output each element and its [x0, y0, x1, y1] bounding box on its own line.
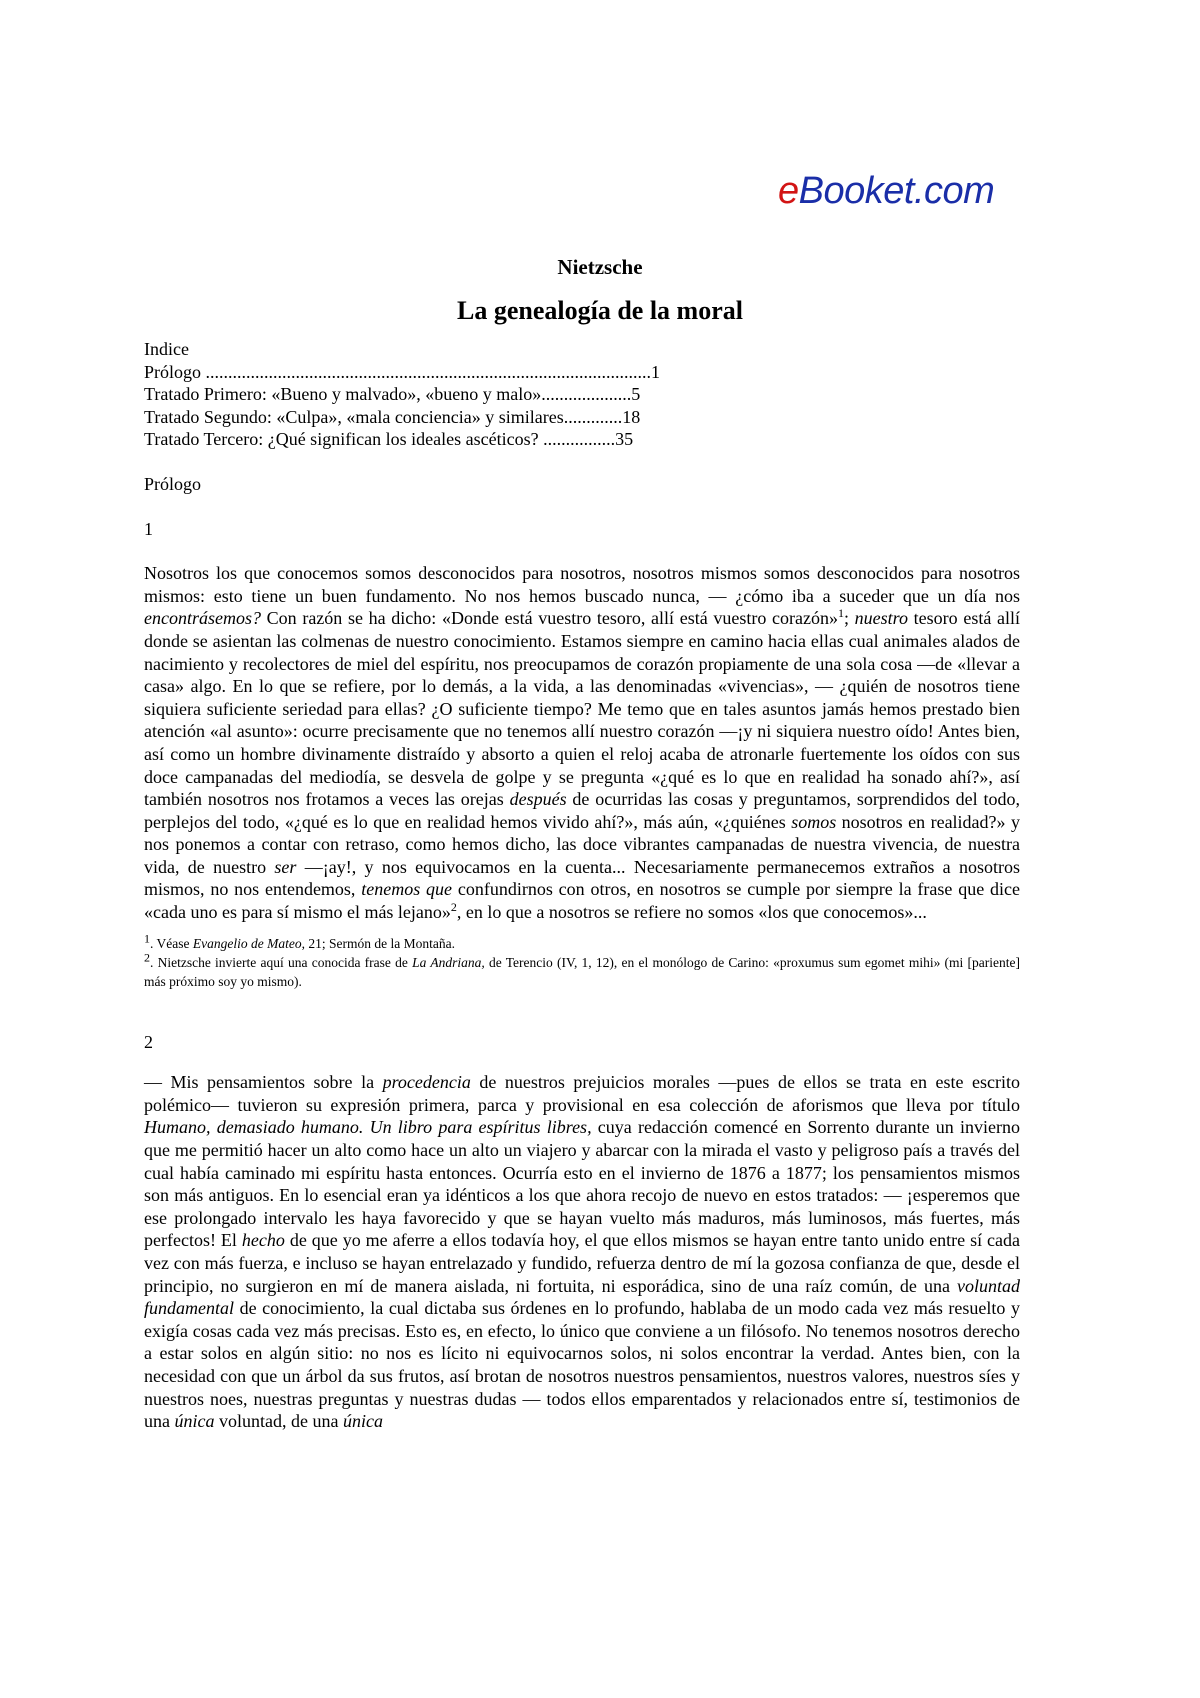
paragraph-2	[144, 1071, 1020, 1433]
table-of-contents	[144, 338, 1020, 451]
text-run: Nosotros los que conocemos somos desconocidos para nosotros, nosotros mismos somos desconocidos para nosotros mismos: esto tiene un buen fundamento. No nos hemos buscado nunca, — ¿cómo iba a suceder que un día nos	[144, 563, 1020, 606]
emphasis: después	[509, 789, 567, 810]
text-run: . Nietzsche invierte aquí una conocida frase de	[150, 954, 413, 970]
footnotes	[144, 931, 1020, 991]
text-run: cuya redacción comencé en Sorrento durante un invierno que me permitió hacer un alto como hace un alto un viajero y abarcar con la mirada el vasto y peligroso país a través del cual había caminado mi espíritu hasta entonces. Ocurría esto en el invierno de 1876 a 1877; los pensamientos mismos son más antiguos. En lo esencial eran ya idénticos a los que ahora recojo de nuevo en estos tratados: — ¡esperemos que ese prolongado intervalo les haya favorecido y que se hayan vuelto más maduros, más luminosos, más fuertes, más perfectos! El	[144, 1117, 1020, 1251]
footnote-mark: 2	[144, 950, 150, 965]
text-run: de Terencio (IV, 1, 12), en el monólogo de Carino: «proxumus sum egomet mihi» (mi [pariente] más próximo soy yo mismo).	[144, 954, 1020, 989]
text-run: , en lo que a nosotros se refiere no somos «los que conocemos»...	[456, 902, 927, 923]
footnote-ref-2: 2	[450, 900, 457, 915]
text-run: confundirnos con otros, en nosotros se cumple por siempre la frase que dice «cada uno es para sí mismo el más lejano»	[144, 879, 1020, 923]
text-run: de conocimiento, la cual dictaba sus órdenes en lo profundo, hablaba de un modo cada vez más resuelto y exigía cosas cada vez más precisas. Esto es, en efecto, lo único que conviene a un filósofo. No tenemos nosotros derecho a estar solos en algún sitio: no nos es lícito ni equivocarnos solos, ni solos encontrar la verdad. Antes bien, con la necesidad con que un árbol da sus frutos, así brotan de nosotros nuestros pensamientos, nuestros valores, nuestros síes y nuestros noes, nuestras preguntas y nuestras dudas — todos ellos emparentados y relacionados entre sí, testimonios de una	[144, 1298, 1020, 1432]
document-body	[144, 338, 1020, 1433]
toc-entry: Tratado Primero: «Bueno y malvado», «bueno y malo»....................5	[144, 384, 641, 405]
author-heading: Nietzsche	[557, 255, 643, 279]
footnote-ref-1: 1	[838, 606, 844, 621]
footnote-2	[144, 950, 1020, 991]
emphasis: somos	[791, 811, 837, 832]
text-run: de ocurridas las cosas y preguntamos, sorprendidos del todo, perplejos del todo, «¿qué es lo que en realidad hemos vivido ahí?», más aún, «¿quiénes	[144, 789, 1021, 832]
text-run: tesoro está allí donde se asientan las colmenas de nuestro conocimiento. Estamos siempre en camino hacia ellas cual animales alados de nacimiento y recolectores de miel del espíritu, nos preocupamos de corazón propiamente de una sola cosa —de «llevar a casa» algo. En lo que se refiere, por lo demás, a la vida, a las denominadas «vivencias», — ¿quién de nosotros tiene siquiera suficiente seriedad para ellas? ¿O suficiente tiempo? Me temo que en tales asuntos jamás hemos prestado bien atención «al asunto»: ocurre precisamente que no tenemos allí nuestro corazón —¡y ni siquiera nuestro oído! Antes bien, así como un hombre divinamente distraído y absorto a quien el reloj acaba de atronarle fuertemente los oídos con sus doce campanadas del mediodía, se desvela de golpe y se pregunta «¿qué es lo que en realidad ha sonado ahí?», así también nosotros nos frotamos a veces las orejas	[144, 608, 1020, 810]
toc-heading: Indice	[144, 339, 189, 359]
toc-entry: Prólogo ...................................................................................................1	[144, 361, 661, 382]
emphasis: hecho	[241, 1230, 285, 1251]
text-run: de que yo me aferre a ellos todavía hoy, el que ellos mismos se hayan entre tanto unido entre sí cada vez con más fuerza, e incluso se hayan entrelazado y fundido, refuerza dentro de mí la gozosa confianza de que, desde el principio, no surgieron en mí de manera aislada, ni fortuita, ni esporádica, sino de una raíz común, de una	[144, 1230, 1021, 1296]
emphasis: voluntad fundamental	[144, 1275, 1020, 1319]
emphasis: única	[174, 1411, 215, 1432]
emphasis: encontrásemos?	[144, 608, 261, 629]
text-run: nosotros en realidad?» y nos ponemos a contar con retraso, como hemos dicho, las doce vibrantes campanadas de nuestra vivencia, de nuestra vida, de nuestro	[144, 811, 1020, 877]
section-number-2: 2	[144, 1031, 153, 1052]
text-run: ;	[844, 608, 855, 629]
text-run: — Mis pensamientos sobre la	[144, 1072, 383, 1093]
text-run: . Véase	[150, 935, 193, 951]
toc-entry: Tratado Tercero: ¿Qué significan los ideales ascéticos? ................35	[144, 429, 634, 450]
ebooket-logo	[778, 170, 994, 213]
emphasis: Evangelio de Mateo	[192, 935, 302, 951]
text-run: —¡ay!, y nos equivocamos en la cuenta... Necesariamente permanecemos extraños a nosotros mismos, no nos entendemos,	[144, 856, 1020, 900]
text-run: , 21; Sermón de la Montaña.	[301, 935, 455, 951]
footnote-1	[144, 931, 1020, 953]
text-run: voluntad, de una	[214, 1411, 343, 1432]
logo-e: e	[778, 170, 799, 212]
emphasis: ser	[274, 856, 297, 877]
text-run: de nuestros prejuicios morales —pues de ellos se trata en este escrito polémico— tuvieron su expresión primera, parca y provisional en esa colección de aforismos que lleva por título	[144, 1072, 1020, 1115]
book-title: La genealogía de la moral	[457, 296, 743, 325]
logo-rest: Booket.com	[798, 170, 995, 212]
emphasis: La Andriana,	[412, 954, 485, 970]
emphasis: Humano, demasiado humano. Un libro para espíritus libres,	[144, 1117, 592, 1138]
toc-entry: Tratado Segundo: «Culpa», «mala conciencia» y similares.............18	[144, 406, 641, 427]
emphasis: única	[342, 1411, 383, 1432]
paragraph-1	[144, 562, 1020, 924]
emphasis: nuestro	[854, 608, 909, 629]
text-run: Con razón se ha dicho: «Donde está vuestro tesoro, allí está vuestro corazón»	[260, 608, 838, 629]
footnote-mark: 1	[144, 931, 150, 946]
prologue-heading: Prólogo	[144, 473, 202, 494]
section-number-1: 1	[144, 518, 153, 539]
emphasis: procedencia	[382, 1072, 471, 1093]
emphasis: tenemos que	[361, 879, 453, 900]
